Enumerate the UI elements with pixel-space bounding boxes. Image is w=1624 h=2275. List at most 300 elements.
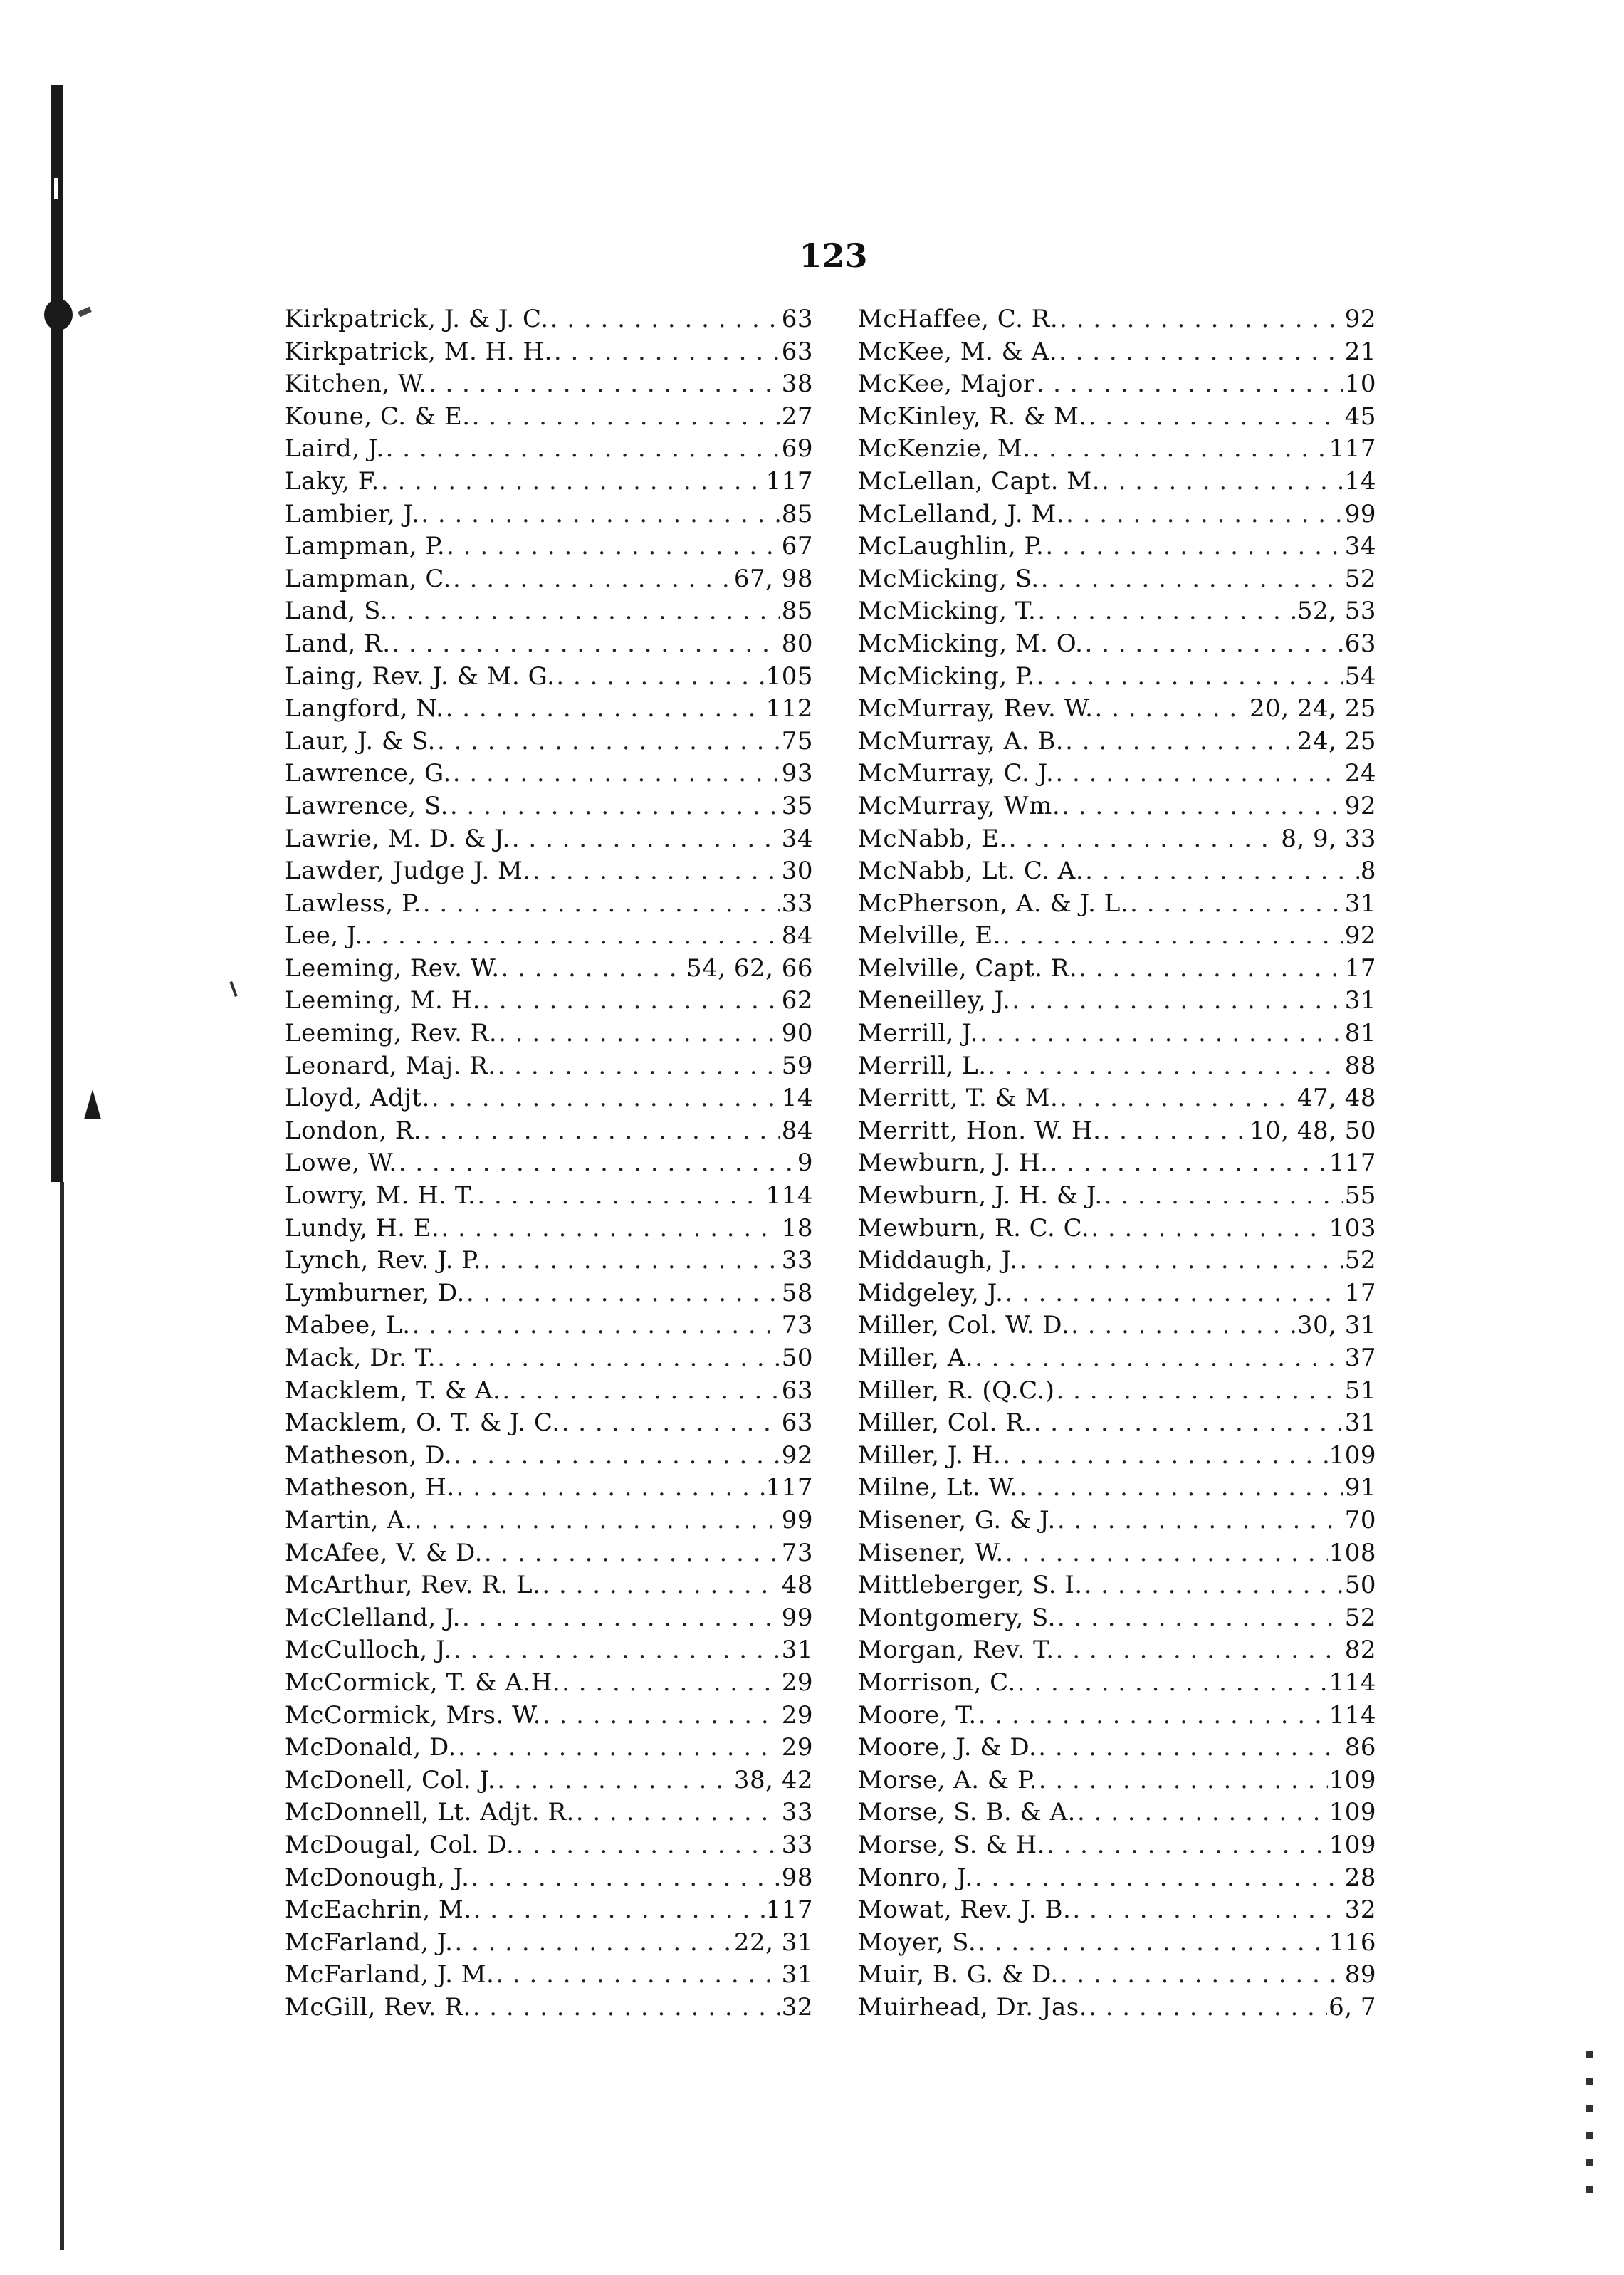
index-entry bbox=[858, 1408, 1376, 1441]
index-entry-pages: 29 bbox=[781, 1668, 813, 1697]
index-entry-name: Mack, Dr. T. bbox=[285, 1344, 436, 1372]
index-entry-name: McMicking, P. bbox=[858, 661, 1035, 691]
index-entry-pages: 99 bbox=[1344, 499, 1376, 528]
index-entry bbox=[858, 532, 1376, 565]
index-entry-name: Lampman, P. bbox=[285, 532, 446, 561]
index-entry bbox=[858, 954, 1376, 987]
dot-leader bbox=[1050, 1149, 1328, 1177]
index-entry bbox=[285, 532, 813, 565]
index-entry-name: Merrill, J. bbox=[858, 1019, 978, 1048]
dot-leader bbox=[562, 1408, 780, 1437]
dot-leader bbox=[562, 1668, 780, 1697]
dot-leader bbox=[502, 1376, 780, 1405]
dot-leader bbox=[437, 1344, 780, 1372]
index-entry-pages: 92 bbox=[781, 1440, 813, 1470]
index-entry bbox=[858, 1993, 1376, 2026]
index-entry-pages: 21 bbox=[1344, 337, 1376, 366]
index-entry-pages: 8 bbox=[1360, 857, 1376, 886]
index-entry-pages: 108 bbox=[1329, 1538, 1376, 1567]
index-entry bbox=[285, 1701, 813, 1734]
index-entry-pages: 63 bbox=[781, 1376, 813, 1405]
index-entry-pages: 10 bbox=[1344, 370, 1376, 399]
dot-leader bbox=[1019, 1246, 1343, 1275]
index-entry-name: Muirhead, Dr. Jas. bbox=[858, 1992, 1088, 2022]
dot-leader bbox=[431, 1084, 780, 1112]
index-entry bbox=[858, 662, 1376, 695]
index-entry-pages: 55 bbox=[1344, 1181, 1376, 1210]
dot-leader bbox=[414, 1506, 780, 1534]
index-entry-name: McDonald, D. bbox=[285, 1733, 456, 1762]
dot-leader bbox=[497, 1766, 733, 1794]
index-entry-name: McEachrin, M. bbox=[285, 1895, 472, 1925]
dot-leader bbox=[381, 467, 765, 496]
index-entry-name: Monro, J. bbox=[858, 1863, 973, 1892]
dot-leader bbox=[454, 1636, 780, 1664]
index-entry bbox=[285, 1539, 813, 1571]
index-entry-name: McFarland, J. bbox=[285, 1928, 454, 1957]
dot-leader bbox=[389, 597, 780, 625]
index-entry-pages: 31 bbox=[781, 1960, 813, 1989]
dot-leader bbox=[975, 1344, 1343, 1372]
index-entry-pages: 34 bbox=[1344, 532, 1376, 561]
index-entry-name: McLelland, J. M. bbox=[858, 499, 1065, 528]
index-entry-name: McPherson, A. & J. L. bbox=[858, 889, 1129, 918]
dot-leader bbox=[1055, 759, 1343, 788]
index-entry-name: McFarland, J. M. bbox=[285, 1960, 495, 1989]
dot-leader bbox=[501, 954, 685, 983]
index-entry-pages: 63 bbox=[781, 337, 813, 366]
index-entry-pages: 88 bbox=[1344, 1051, 1376, 1080]
dot-leader bbox=[437, 727, 780, 755]
index-entry-pages: 31 bbox=[1344, 889, 1376, 918]
index-entry-name: Mewburn, J. H. & J. bbox=[858, 1181, 1103, 1210]
index-entry bbox=[285, 434, 813, 467]
index-entry-name: Kirkpatrick, M. H. H. bbox=[285, 337, 552, 366]
index-entry bbox=[285, 825, 813, 857]
index-entry-pages: 54 bbox=[1344, 661, 1376, 691]
index-entry-pages: 103 bbox=[1329, 1213, 1376, 1243]
index-entry-name: McArthur, Rev. R. L. bbox=[285, 1571, 541, 1600]
scan-edge-specks bbox=[1586, 2051, 1593, 2193]
index-entry-pages: 58 bbox=[781, 1278, 813, 1307]
index-entry-name: Moyer, S. bbox=[858, 1928, 977, 1957]
index-entry-pages: 50 bbox=[1344, 1571, 1376, 1600]
dot-leader bbox=[446, 532, 780, 560]
index-entry bbox=[858, 727, 1376, 760]
index-entry bbox=[285, 1473, 813, 1506]
index-entry-name: Mewburn, R. C. C. bbox=[858, 1213, 1090, 1243]
index-entry-name: McDonell, Col. J. bbox=[285, 1765, 496, 1794]
dot-leader bbox=[512, 825, 780, 853]
index-entry-pages: 109 bbox=[1329, 1798, 1376, 1827]
index-entry-name: Moore, T. bbox=[858, 1700, 977, 1730]
index-entry-name: Merritt, T. & M. bbox=[858, 1084, 1059, 1113]
index-entry bbox=[858, 792, 1376, 825]
index-entry-pages: 117 bbox=[765, 466, 813, 496]
index-entry-name: Macklem, O. T. & J. C. bbox=[285, 1408, 560, 1438]
dot-leader bbox=[429, 370, 780, 398]
index-entry bbox=[858, 1441, 1376, 1474]
index-entry-name: Laur, J. & S. bbox=[285, 726, 436, 755]
dot-leader bbox=[556, 662, 764, 691]
index-entry-name: McDonough, J. bbox=[285, 1863, 470, 1892]
dot-leader bbox=[515, 1831, 780, 1859]
index-entry-pages: 75 bbox=[781, 726, 813, 755]
binding-hole-mark bbox=[44, 299, 73, 330]
dot-leader bbox=[1089, 1993, 1327, 2022]
index-entry bbox=[285, 565, 813, 597]
dot-leader bbox=[473, 1993, 780, 2022]
index-entry bbox=[858, 1149, 1376, 1181]
index-entry-name: Lowe, W. bbox=[285, 1149, 397, 1178]
index-entry-pages: 32 bbox=[1344, 1895, 1376, 1925]
index-entry-pages: 70 bbox=[1344, 1505, 1376, 1534]
index-entry-pages: 31 bbox=[1344, 986, 1376, 1015]
index-entry-name: Milne, Lt. W. bbox=[858, 1473, 1018, 1502]
dot-leader bbox=[1012, 986, 1343, 1015]
dot-leader bbox=[498, 1052, 780, 1080]
dot-leader bbox=[543, 1701, 780, 1730]
index-entry-pages: 85 bbox=[781, 499, 813, 528]
index-entry-pages: 73 bbox=[781, 1538, 813, 1567]
dot-leader bbox=[1089, 402, 1343, 431]
dot-leader bbox=[1039, 1766, 1328, 1794]
index-entry-name: Miller, J. H. bbox=[858, 1440, 1002, 1470]
index-entry-name: McKenzie, M. bbox=[858, 434, 1031, 464]
index-entry-name: Morse, S. & H. bbox=[858, 1830, 1045, 1859]
index-entry-name: Leeming, Rev. R. bbox=[285, 1019, 498, 1048]
index-entry bbox=[858, 1636, 1376, 1668]
index-entry-pages: 30 bbox=[781, 857, 813, 886]
index-entry-pages: 54, 62, 66 bbox=[686, 953, 813, 983]
index-entry-pages: 33 bbox=[781, 1798, 813, 1827]
dot-leader bbox=[365, 921, 780, 950]
index-entry-name: Mewburn, J. H. bbox=[858, 1149, 1049, 1178]
dot-leader bbox=[462, 1604, 780, 1632]
index-entry-pages: 63 bbox=[781, 1408, 813, 1438]
index-entry-pages: 52 bbox=[1344, 1246, 1376, 1275]
index-entry-pages: 10, 48, 50 bbox=[1249, 1116, 1376, 1145]
index-entry-name: Misener, W. bbox=[858, 1538, 1004, 1567]
index-entry bbox=[858, 1084, 1376, 1116]
index-entry bbox=[285, 694, 813, 727]
index-entry-pages: 38 bbox=[781, 370, 813, 399]
index-entry-name: McMurray, C. J. bbox=[858, 759, 1054, 788]
index-entry-pages: 17 bbox=[1344, 1278, 1376, 1307]
index-entry bbox=[285, 305, 813, 338]
index-entry-name: Land, S. bbox=[285, 597, 389, 626]
index-entry-name: McMicking, S. bbox=[858, 564, 1039, 593]
dot-leader bbox=[1032, 434, 1328, 463]
index-entry-name: McDougal, Col. D. bbox=[285, 1830, 515, 1859]
index-entry-name: London, R. bbox=[285, 1116, 422, 1145]
index-entry bbox=[285, 954, 813, 987]
index-entry bbox=[858, 1668, 1376, 1701]
dot-leader bbox=[471, 1863, 780, 1892]
dot-leader bbox=[1072, 1895, 1343, 1924]
index-entry bbox=[858, 986, 1376, 1019]
index-entry-pages: 24 bbox=[1344, 759, 1376, 788]
index-entry-name: Leeming, Rev. W. bbox=[285, 953, 500, 983]
index-entry-name: McMicking, T. bbox=[858, 597, 1037, 626]
index-entry-name: Lloyd, Adjt. bbox=[285, 1084, 430, 1113]
index-entry bbox=[858, 1928, 1376, 1961]
index-entry-pages: 22, 31 bbox=[733, 1928, 813, 1957]
index-entry-pages: 48 bbox=[781, 1571, 813, 1600]
index-entry-pages: 59 bbox=[781, 1051, 813, 1080]
dot-leader bbox=[423, 1116, 780, 1145]
index-entry-pages: 35 bbox=[781, 791, 813, 820]
index-entry-pages: 116 bbox=[1329, 1928, 1376, 1957]
stray-ink-mark bbox=[229, 981, 237, 997]
index-entry bbox=[285, 402, 813, 435]
index-entry-pages: 117 bbox=[1329, 434, 1376, 464]
dot-leader bbox=[453, 759, 780, 788]
dot-leader bbox=[542, 1571, 780, 1599]
index-entry-name: Macklem, T. & A. bbox=[285, 1376, 501, 1405]
index-entry bbox=[285, 1960, 813, 1993]
index-entry-name: Miller, Col. W. D. bbox=[858, 1311, 1070, 1340]
dot-leader bbox=[1104, 1181, 1343, 1210]
index-entry bbox=[858, 402, 1376, 435]
dot-leader bbox=[576, 1798, 780, 1826]
index-entry bbox=[858, 1571, 1376, 1604]
index-entry bbox=[285, 986, 813, 1019]
index-entry-name: McMurray, Rev. W. bbox=[858, 694, 1094, 723]
index-entry-name: Miller, A. bbox=[858, 1344, 974, 1372]
dot-leader bbox=[1084, 1571, 1343, 1599]
index-entry bbox=[858, 1279, 1376, 1312]
index-entry bbox=[858, 1831, 1376, 1863]
index-entry bbox=[285, 1571, 813, 1604]
index-entry-pages: 17 bbox=[1344, 953, 1376, 983]
index-entry-pages: 112 bbox=[765, 694, 813, 723]
index-entry-pages: 85 bbox=[781, 597, 813, 626]
dot-leader bbox=[1071, 1311, 1296, 1339]
index-entry bbox=[285, 500, 813, 533]
index-entry bbox=[858, 597, 1376, 629]
index-entry-name: Merritt, Hon. W. H. bbox=[858, 1116, 1101, 1145]
dot-leader bbox=[1037, 370, 1343, 398]
index-entry-name: Muir, B. G. & D. bbox=[858, 1960, 1059, 1989]
index-entry bbox=[285, 1604, 813, 1636]
index-entry-pages: 14 bbox=[781, 1084, 813, 1113]
dot-leader bbox=[1002, 921, 1343, 950]
index-entry bbox=[285, 1863, 813, 1896]
index-entry bbox=[285, 1831, 813, 1863]
index-entry bbox=[858, 1895, 1376, 1928]
index-entry-pages: 52 bbox=[1344, 1603, 1376, 1632]
index-entry-name: McAfee, V. & D. bbox=[285, 1538, 483, 1567]
index-entry bbox=[858, 305, 1376, 338]
index-entry-pages: 47, 48 bbox=[1296, 1084, 1376, 1113]
index-entry-name: McCormick, T. & A.H. bbox=[285, 1668, 561, 1697]
dot-leader bbox=[450, 792, 780, 820]
index-entry-pages: 82 bbox=[1344, 1636, 1376, 1665]
index-entry-pages: 92 bbox=[1344, 305, 1376, 333]
index-entry bbox=[858, 629, 1376, 662]
dot-leader bbox=[1005, 1539, 1328, 1567]
dot-leader bbox=[1037, 597, 1296, 625]
dot-leader bbox=[1066, 500, 1343, 528]
dot-leader bbox=[533, 857, 780, 885]
index-entry-name: McNabb, Lt. C. A. bbox=[858, 857, 1084, 886]
index-entry-name: McLaughlin, P. bbox=[858, 532, 1044, 561]
index-entry-pages: 33 bbox=[781, 1246, 813, 1275]
index-entry bbox=[285, 1214, 813, 1247]
index-entry-pages: 14 bbox=[1344, 466, 1376, 496]
index-entry-name: Laing, Rev. J. & M. G. bbox=[285, 661, 555, 691]
index-entry bbox=[858, 889, 1376, 922]
index-entry-name: Moore, J. & D. bbox=[858, 1733, 1037, 1762]
index-entry-pages: 28 bbox=[1344, 1863, 1376, 1892]
index-entry bbox=[285, 727, 813, 760]
index-entry-name: Melville, E. bbox=[858, 921, 1002, 951]
index-entry-name: McHaffee, C. R. bbox=[858, 305, 1059, 333]
dot-leader bbox=[441, 1214, 780, 1243]
dot-leader bbox=[1130, 889, 1343, 918]
index-entry-name: Lymburner, D. bbox=[285, 1278, 465, 1307]
dot-leader bbox=[473, 1895, 765, 1924]
index-entry-pages: 109 bbox=[1329, 1830, 1376, 1859]
dot-leader bbox=[483, 1246, 780, 1275]
index-entry-pages: 38, 42 bbox=[733, 1765, 813, 1794]
scan-edge-line bbox=[60, 1182, 64, 2250]
dot-leader bbox=[1079, 954, 1343, 983]
index-entry bbox=[858, 1181, 1376, 1214]
index-entry-pages: 50 bbox=[781, 1344, 813, 1372]
index-entry-pages: 52 bbox=[1344, 564, 1376, 593]
dot-leader bbox=[1062, 792, 1343, 820]
index-entry bbox=[285, 889, 813, 922]
index-entry bbox=[285, 1506, 813, 1539]
index-entry-pages: 89 bbox=[1344, 1960, 1376, 1989]
page-number: 123 bbox=[799, 236, 868, 275]
index-entry-pages: 37 bbox=[1344, 1344, 1376, 1372]
index-entry-name: Mittleberger, S. I. bbox=[858, 1571, 1083, 1600]
dot-leader bbox=[1059, 338, 1343, 366]
index-entry-name: Lawder, Judge J. M. bbox=[285, 857, 531, 886]
index-entry-pages: 114 bbox=[1329, 1700, 1376, 1730]
dot-leader bbox=[458, 1733, 780, 1762]
index-entry-name: Mowat, Rev. J. B. bbox=[858, 1895, 1072, 1925]
index-entry-name: Lambier, J. bbox=[285, 499, 420, 528]
index-entry-name: Merrill, L. bbox=[858, 1051, 987, 1080]
index-entry-name: McDonnell, Lt. Adjt. R. bbox=[285, 1798, 575, 1827]
index-entry bbox=[285, 597, 813, 629]
index-entry-name: Meneilley, J. bbox=[858, 986, 1011, 1015]
index-entry-name: McMurray, Wm. bbox=[858, 791, 1061, 820]
dot-leader bbox=[1034, 1408, 1343, 1437]
index-entry-name: Miller, Col. R. bbox=[858, 1408, 1032, 1438]
dot-leader bbox=[1059, 305, 1343, 333]
index-entry bbox=[285, 792, 813, 825]
index-entry bbox=[285, 1019, 813, 1052]
index-entry-name: Montgomery, S. bbox=[858, 1603, 1056, 1632]
dot-leader bbox=[1094, 694, 1247, 723]
index-entry-pages: 32 bbox=[781, 1992, 813, 2022]
index-entry-name: Lawless, P. bbox=[285, 889, 421, 918]
index-entry bbox=[858, 1733, 1376, 1766]
index-entry-name: Lundy, H. E. bbox=[285, 1213, 440, 1243]
index-entry-name: Matheson, D. bbox=[285, 1440, 453, 1470]
dot-leader bbox=[392, 629, 780, 658]
index-entry bbox=[285, 1798, 813, 1831]
index-entry-pages: 105 bbox=[765, 661, 813, 691]
index-entry bbox=[285, 1311, 813, 1344]
index-entry-name: Morse, A. & P. bbox=[858, 1765, 1037, 1794]
dot-leader bbox=[1085, 857, 1359, 885]
index-entry-name: Melville, Capt. R. bbox=[858, 953, 1078, 983]
index-entry bbox=[858, 1246, 1376, 1279]
index-entry-pages: 90 bbox=[781, 1019, 813, 1048]
index-entry bbox=[285, 857, 813, 889]
index-entry-pages: 114 bbox=[1329, 1668, 1376, 1697]
dot-leader bbox=[1037, 662, 1343, 691]
index-entry bbox=[858, 1019, 1376, 1052]
dot-leader bbox=[399, 1149, 796, 1177]
index-entry-pages: 31 bbox=[1344, 1408, 1376, 1438]
dot-leader bbox=[496, 1960, 780, 1989]
dot-leader bbox=[1057, 1604, 1343, 1632]
index-entry-pages: 67 bbox=[781, 532, 813, 561]
dot-leader bbox=[412, 1311, 780, 1339]
index-entry-pages: 6, 7 bbox=[1329, 1992, 1376, 2022]
index-entry bbox=[285, 1279, 813, 1312]
index-entry-pages: 33 bbox=[781, 889, 813, 918]
dot-leader bbox=[1009, 825, 1280, 853]
index-entry bbox=[858, 565, 1376, 597]
index-entry bbox=[858, 1116, 1376, 1149]
index-entry-name: McNabb, E. bbox=[858, 824, 1007, 853]
index-entry bbox=[285, 1408, 813, 1441]
index-entry-name: Middaugh, J. bbox=[858, 1246, 1018, 1275]
index-entry-pages: 92 bbox=[1344, 791, 1376, 820]
index-entry-name: Lowry, M. H. T. bbox=[285, 1181, 476, 1210]
index-entry-name: Lawrence, G. bbox=[285, 759, 451, 788]
index-entry bbox=[285, 1376, 813, 1409]
dot-leader bbox=[978, 1928, 1327, 1957]
index-entry-pages: 63 bbox=[1344, 629, 1376, 658]
index-entry bbox=[285, 1636, 813, 1668]
index-entry bbox=[858, 467, 1376, 500]
dot-leader bbox=[1045, 532, 1343, 560]
dot-leader bbox=[1059, 1084, 1296, 1112]
index-entry-name: McKee, Major bbox=[858, 370, 1035, 399]
dot-leader bbox=[472, 402, 780, 431]
index-entry-name: Martin, A. bbox=[285, 1505, 413, 1534]
index-entry-name: Morse, S. B. & A. bbox=[858, 1798, 1076, 1827]
index-entry bbox=[858, 370, 1376, 402]
dot-leader bbox=[446, 694, 765, 723]
dot-leader bbox=[1019, 1473, 1343, 1502]
index-entry bbox=[858, 1701, 1376, 1734]
dot-leader bbox=[484, 1539, 780, 1567]
scan-edge-gap bbox=[54, 178, 58, 199]
index-entry bbox=[285, 1246, 813, 1279]
index-entry-pages: 99 bbox=[781, 1603, 813, 1632]
index-entry-name: McCulloch, J. bbox=[285, 1636, 452, 1665]
index-entry-pages: 29 bbox=[781, 1733, 813, 1762]
dot-leader bbox=[1056, 1636, 1343, 1664]
index-entry bbox=[858, 1798, 1376, 1831]
index-entry-pages: 92 bbox=[1344, 921, 1376, 951]
index-entry bbox=[285, 1895, 813, 1928]
dot-leader bbox=[453, 565, 733, 593]
index-entry bbox=[858, 338, 1376, 370]
scan-edge-notch bbox=[84, 1089, 101, 1119]
dot-leader bbox=[1005, 1279, 1343, 1307]
